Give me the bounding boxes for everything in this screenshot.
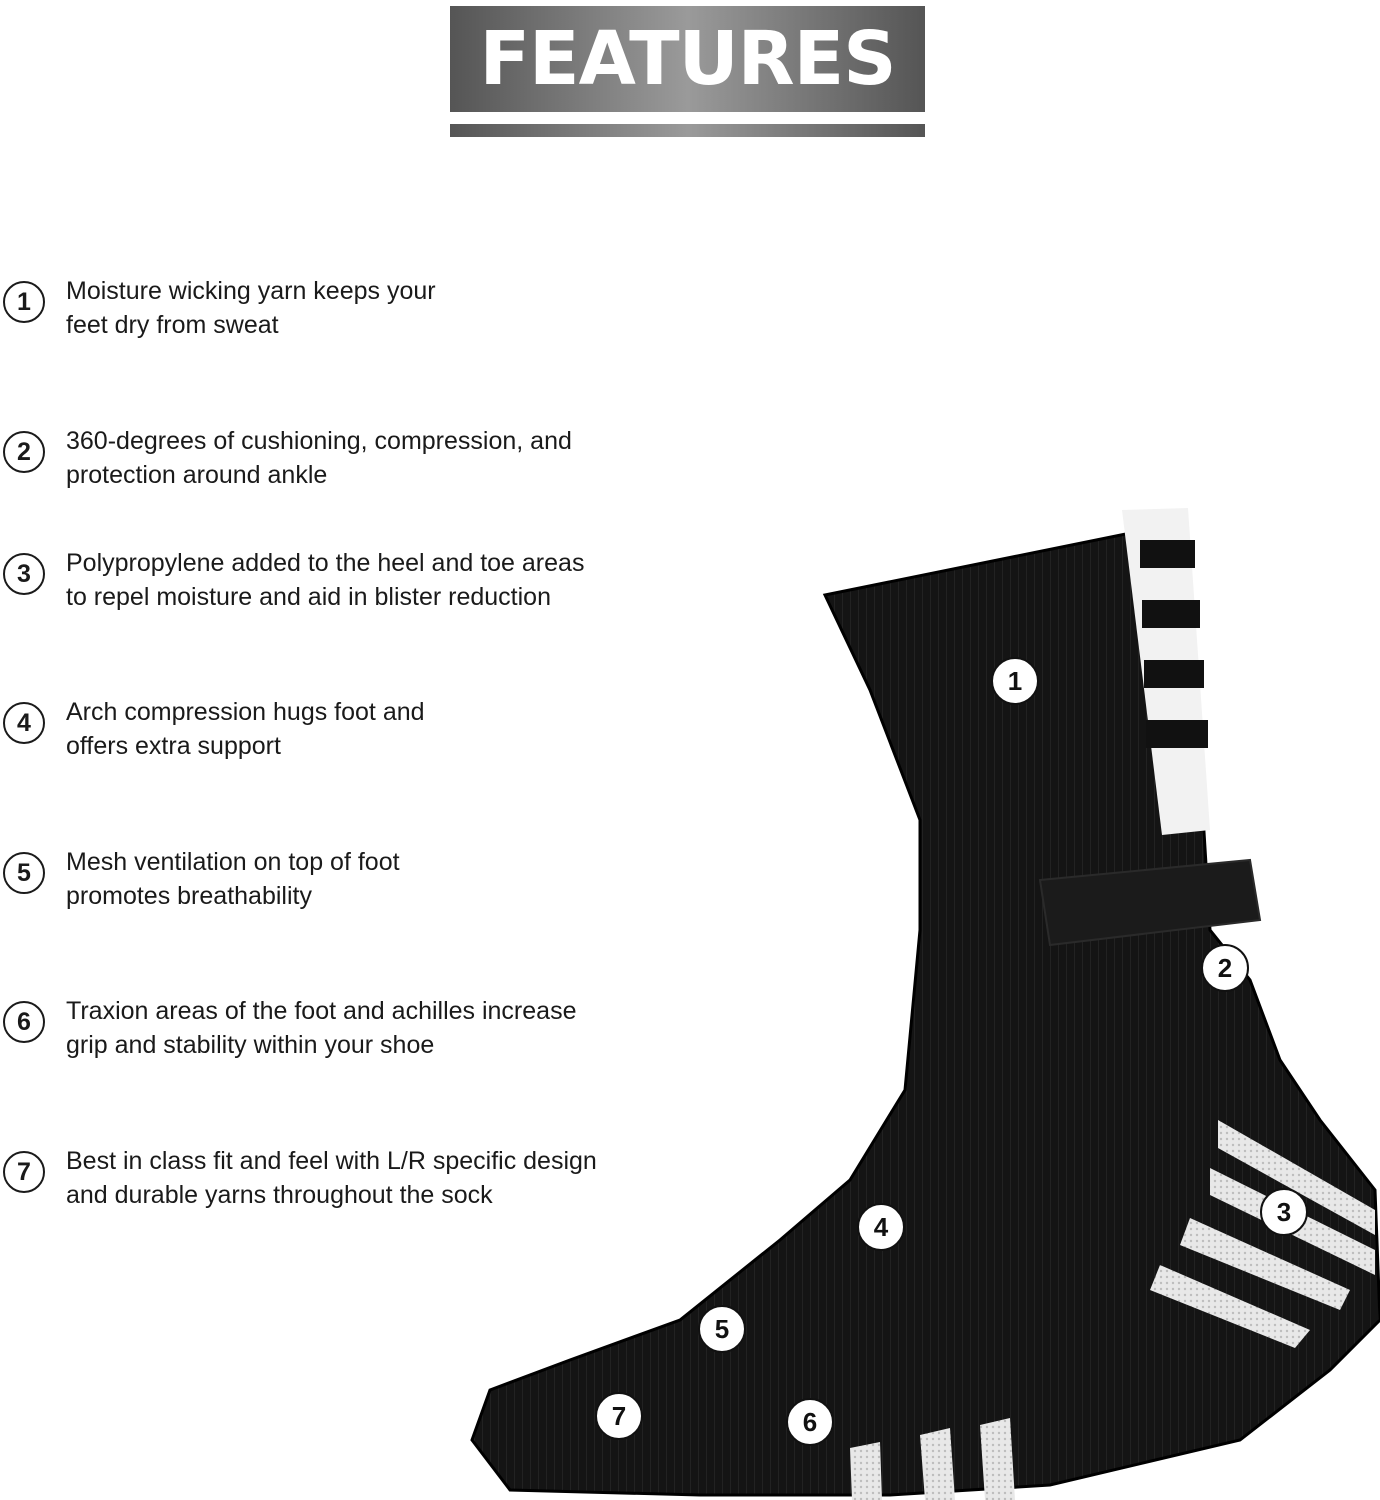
feature-number-6: 6 [3, 1001, 45, 1043]
feature-number-3: 3 [3, 553, 45, 595]
sock-marker-6: 6 [786, 1398, 834, 1446]
banner-underline [450, 124, 925, 137]
banner-title: FEATURES [479, 16, 896, 102]
feature-number-5: 5 [3, 852, 45, 894]
sock-marker-4: 4 [857, 1203, 905, 1251]
toe-grip-1 [920, 1428, 955, 1500]
sock-marker-5: 5 [698, 1305, 746, 1353]
feature-text-6: Traxion areas of the foot and achilles increase grip and stability within your shoe [66, 997, 577, 1059]
feature-number-1: 1 [3, 281, 45, 323]
feature-text-5: Mesh ventilation on top of foot promotes breathability [66, 848, 400, 910]
sock-illustration [450, 500, 1380, 1500]
feature-number-7: 7 [3, 1151, 45, 1193]
sock-marker-2: 2 [1201, 944, 1249, 992]
toe-grip-2 [980, 1418, 1015, 1500]
sock-body [472, 522, 1380, 1495]
brand-logo-text: adidas [843, 748, 870, 825]
sock-product-image [450, 500, 1380, 1500]
sock-marker-7: 7 [595, 1392, 643, 1440]
cuff-stripe-2 [1142, 600, 1200, 628]
cuff-stripe-3 [1144, 660, 1204, 688]
feature-number-2: 2 [3, 431, 45, 473]
sock-marker-3: 3 [1260, 1188, 1308, 1236]
feature-text-3: Polypropylene added to the heel and toe areas to repel moisture and aid in blister reduction [66, 549, 585, 611]
feature-item-1 [0, 277, 700, 370]
features-banner [450, 6, 925, 112]
feature-text-7: Best in class fit and feel with L/R specific design and durable yarns throughout the sock [66, 1147, 597, 1209]
cuff-stripe-4 [1146, 720, 1208, 748]
cuff-stripe-1 [1140, 540, 1195, 568]
feature-number-4: 4 [3, 702, 45, 744]
feature-text-2: 360-degrees of cushioning, compression, and protection around ankle [66, 427, 572, 489]
feature-text-4: Arch compression hugs foot and offers extra support [66, 698, 425, 760]
feature-text-1: Moisture wicking yarn keeps your feet dry from sweat [66, 277, 436, 339]
sock-marker-1: 1 [991, 657, 1039, 705]
toe-grip-3 [850, 1442, 882, 1500]
